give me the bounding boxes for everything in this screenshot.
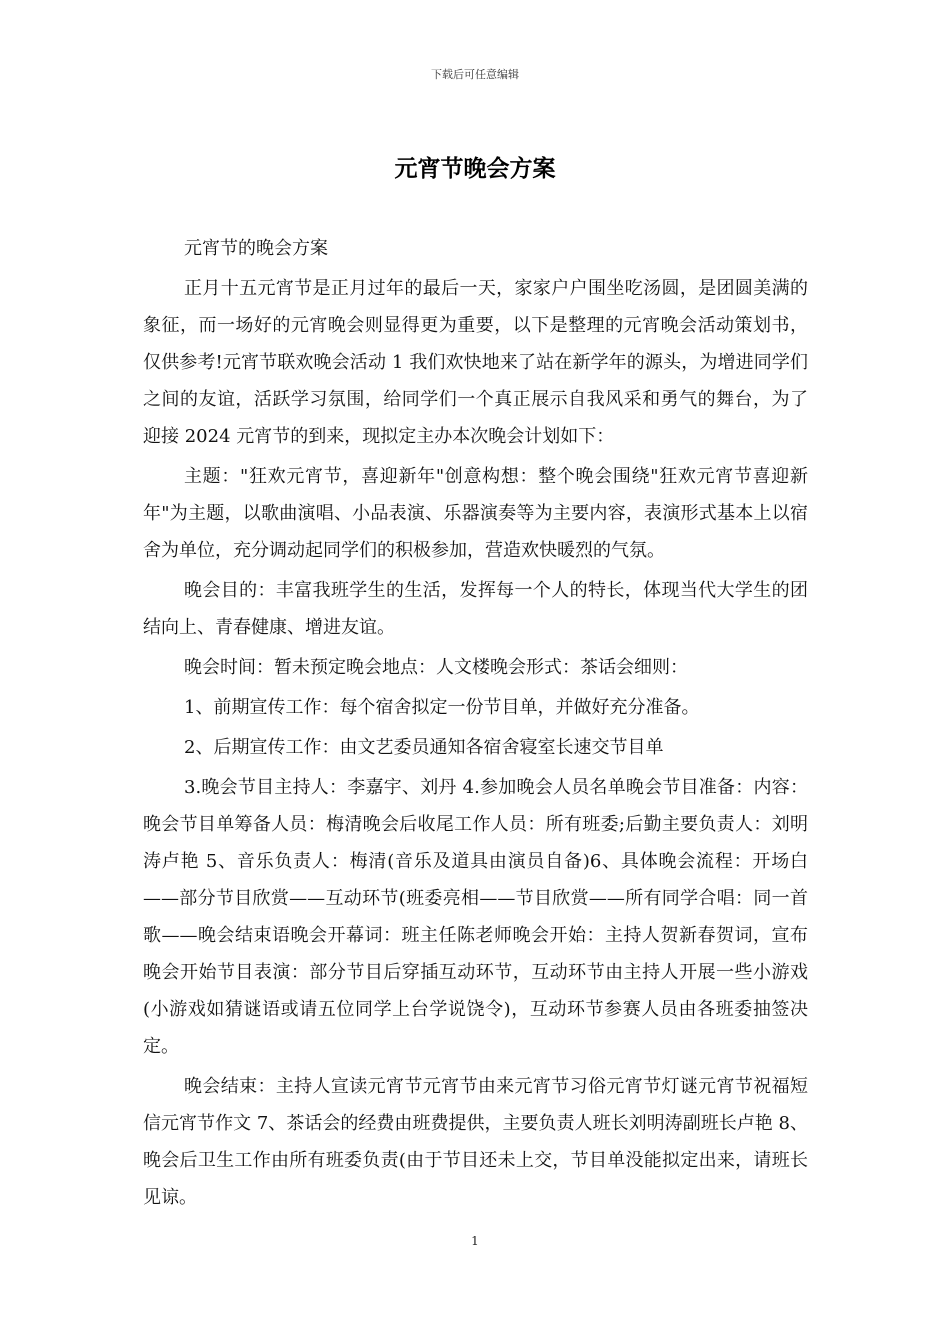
page-header: 下载后可任意编辑 [431,68,519,81]
paragraph-intro: 正月十五元宵节是正月过年的最后一天，家家户户围坐吃汤圆，是团圆美满的象征，而一场好的元宵晚会则显得更为重要，以下是整理的元宵晚会活动策划书，仅供参考!元宵节联欢晚会活动 1 我们欢快地来了站在新学年的源头，为增进同学们之间的友谊，活跃学习氛围，给同学们一个真正展示自我风采和勇气的舞台，为了迎接 2024 元宵节的到来，现拟定主办本次晚会计划如下： [143,278,808,447]
paragraph-item-2: 2、后期宣传工作：由文艺委员通知各宿舍寝室长速交节目单 [184,737,664,758]
document-body [143,230,808,1219]
paragraph-ending: 晚会结束：主持人宣读元宵节元宵节由来元宵节习俗元宵节灯谜元宵节祝福短信元宵节作文 7、茶话会的经费由班费提供，主要负责人班长刘明涛副班长卢艳 8、晚会后卫生工作由所有班委负责(由于节目还未上交，节目单没能拟定出来，请班长见谅。 [143,1076,808,1208]
page-number: 1 [471,1234,479,1248]
paragraph-theme: 主题："狂欢元宵节，喜迎新年"创意构想：整个晚会围绕"狂欢元宵节喜迎新年"为主题，以歌曲演唱、小品表演、乐器演奏等为主要内容，表演形式基本上以宿舍为单位，充分调动起同学们的积极参加，营造欢快暖烈的气氛。 [143,466,808,561]
paragraph-item-1: 1、前期宣传工作：每个宿舍拟定一份节目单，并做好充分准备。 [184,697,700,718]
paragraph-subtitle: 元宵节的晚会方案 [184,238,328,259]
paragraph-time-place: 晚会时间：暂未预定晚会地点：人文楼晚会形式：茶话会细则： [184,657,688,678]
document-title: 元宵节晚会方案 [394,155,556,182]
paragraph-program: 3.晚会节目主持人：李嘉宇、刘丹 4.参加晚会人员名单晚会节目准备：内容：晚会节目单筹备人员：梅清晚会后收尾工作人员：所有班委;后勤主要负责人：刘明涛卢艳 5、音乐负责人：梅清(音乐及道具由演员自备)6、具体晚会流程：开场白——部分节目欣赏——互动环节(班委亮相——节目欣赏——所有同学合唱：同一首歌——晚会结束语晚会开幕词：班主任陈老师晚会开始：主持人贺新春贺词，宣布晚会开始节目表演：部分节目后穿插互动环节，互动环节由主持人开展一些小游戏(小游戏如猜谜语或请五位同学上台学说饶令)，互动环节参赛人员由各班委抽签决定。 [143,777,808,1057]
paragraph-purpose: 晚会目的：丰富我班学生的生活，发挥每一个人的特长，体现当代大学生的团结向上、青春健康、增进友谊。 [143,580,808,638]
